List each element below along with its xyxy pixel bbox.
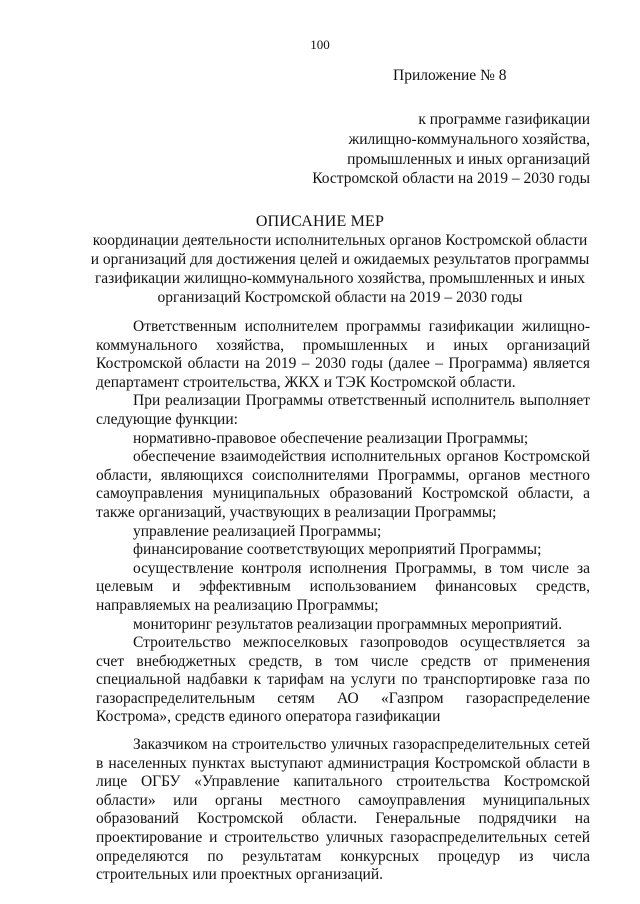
appendix-title: Приложение № 8 bbox=[393, 67, 507, 84]
subtitle-line: организаций Костромской области на 2019 – 2030 годы bbox=[157, 289, 523, 306]
body-text bbox=[96, 318, 590, 885]
list-item-function: управление реализацией Программы; bbox=[133, 522, 382, 540]
appendix-reference bbox=[300, 110, 590, 189]
document-title: ОПИСАНИЕ МЕР bbox=[255, 213, 385, 230]
appendix-reference-line: жилищно-коммунального хозяйства, bbox=[348, 130, 590, 148]
page-number: 100 bbox=[310, 37, 330, 52]
list-item-function: обеспечение взаимодействия исполнительных органов Костромской области, являющихся соисполнителями Программы, органов местного самоуправления муниципальных образований Костромской области, а также организаций, участвующих в реализации Программы; bbox=[96, 448, 590, 521]
list-item-function: нормативно-правовое обеспечение реализации Программы; bbox=[133, 429, 529, 447]
list-item-function: осуществление контроля исполнения Программы, в том числе за целевым и эффективным использованием финансовых средств, направляемых на реализацию Программы; bbox=[96, 559, 590, 614]
appendix-reference-line: к программе газификации bbox=[418, 111, 590, 128]
paragraph-construction-funding: Строительство межпоселковых газопроводов осуществляется за счет внебюджетных средств, в том числе средств от применения специальной надбавки к тарифам на услуги по транспортировке газа по газораспределительным сетям АО «Газпром газораспределение Кострома», средств единого оператора газификации bbox=[96, 634, 590, 726]
document-subtitle bbox=[90, 231, 590, 307]
list-item-function: мониторинг результатов реализации программных мероприятий. bbox=[133, 615, 563, 633]
appendix-reference-line: Костромской области на 2019 – 2030 годы bbox=[312, 170, 590, 188]
subtitle-line: газификации жилищно-коммунального хозяйства, промышленных и иных bbox=[94, 270, 586, 287]
paragraph-responsible-executor: Ответственным исполнителем программы газификации жилищно-коммунального хозяйства, промышленных и иных организаций Костромской области на 2019 – 2030 годы (далее – Программа) является департамент строительства, ЖКХ и ТЭК Костромской области. bbox=[96, 318, 590, 391]
subtitle-line: координации деятельности исполнительных органов Костромской области bbox=[92, 232, 588, 249]
paragraph-customer: Заказчиком на строительство уличных газораспределительных сетей в населенных пунктах выступают администрация Костромской области в лице ОГБУ «Управление капитального строительства Костромской области» или органы местного самоуправления муниципальных образований Костромской области. Генеральные подрядчики на проектирование и строительство уличных газораспределительных сетей определяются по результатам конкурсных процедур из числа строительных или проектных организаций. bbox=[96, 736, 590, 884]
subtitle-line: и организаций для достижения целей и ожидаемых результатов программы bbox=[90, 251, 590, 268]
paragraph-functions-intro: При реализации Программы ответственный исполнитель выполняет следующие функции: bbox=[96, 392, 590, 428]
list-item-function: финансирование соответствующих мероприятий Программы; bbox=[133, 541, 542, 559]
appendix-reference-line: промышленных и иных организаций bbox=[347, 150, 590, 168]
